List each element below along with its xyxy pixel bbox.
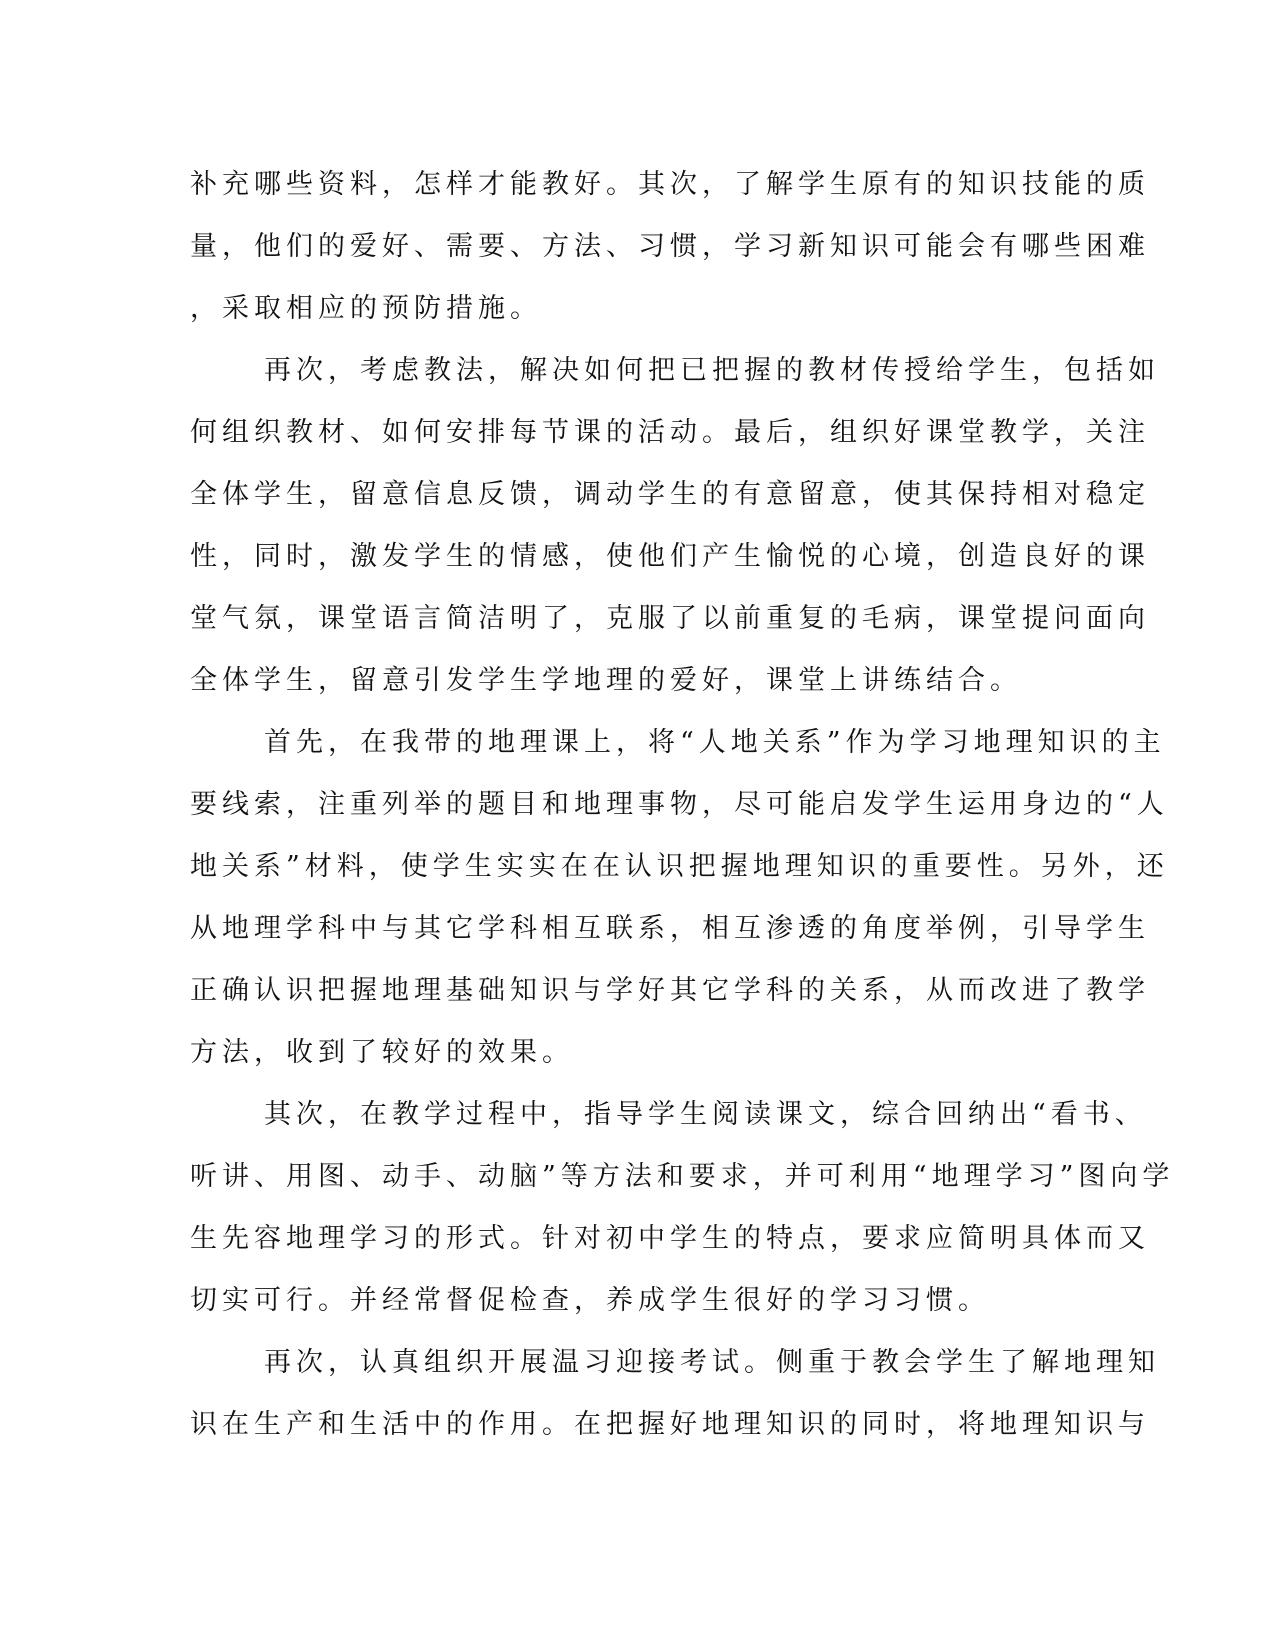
text-line: ，采取相应的预防措施。: [190, 293, 542, 324]
text-line: 地关系”材料，使学生实实在在认识把握地理知识的重要性。另外，还: [190, 851, 1169, 882]
text-line: 全体学生，留意信息反馈，调动学生的有意留意，使其保持相对稳定: [190, 479, 1150, 510]
text-line: 听讲、用图、动手、动脑”等方法和要求，并可利用“地理学习”图向学: [190, 1161, 1175, 1192]
text-line: 补充哪些资料，怎样才能教好。其次，了解学生原有的知识技能的质: [190, 169, 1150, 200]
text-line: 性，同时，激发学生的情感，使他们产生愉悦的心境，创造良好的课: [190, 541, 1150, 572]
text-line: 堂气氛，课堂语言简洁明了，克服了以前重复的毛病，课堂提问面向: [190, 603, 1150, 634]
text-line: 何组织教材、如何安排每节课的活动。最后，组织好课堂教学，关注: [190, 417, 1150, 448]
text-line: 切实可行。并经常督促检查，养成学生很好的学习习惯。: [190, 1285, 990, 1316]
text-line: 量，他们的爱好、需要、方法、习惯，学习新知识可能会有哪些困难: [190, 231, 1150, 262]
text-line: 再次，考虑教法，解决如何把已把握的教材传授给学生，包括如: [264, 355, 1160, 386]
text-line: 生先容地理学习的形式。针对初中学生的特点，要求应简明具体而又: [190, 1223, 1150, 1254]
text-line: 识在生产和生活中的作用。在把握好地理知识的同时，将地理知识与: [190, 1409, 1150, 1440]
text-line: 再次，认真组织开展温习迎接考试。侧重于教会学生了解地理知: [264, 1347, 1160, 1378]
text-line: 从地理学科中与其它学科相互联系，相互渗透的角度举例，引导学生: [190, 913, 1150, 944]
text-line: 首先，在我带的地理课上，将“人地关系”作为学习地理知识的主: [264, 727, 1166, 758]
text-line: 其次，在教学过程中，指导学生阅读课文，综合回纳出“看书、: [264, 1099, 1147, 1130]
text-line: 方法，收到了较好的效果。: [190, 1037, 574, 1068]
document-body: [190, 154, 1175, 1456]
text-line: 正确认识把握地理基础知识与学好其它学科的关系，从而改进了教学: [190, 975, 1150, 1006]
text-line: 全体学生，留意引发学生学地理的爱好，课堂上讲练结合。: [190, 665, 1022, 696]
text-line: 要线索，注重列举的题目和地理事物，尽可能启发学生运用身边的“人: [190, 789, 1169, 820]
